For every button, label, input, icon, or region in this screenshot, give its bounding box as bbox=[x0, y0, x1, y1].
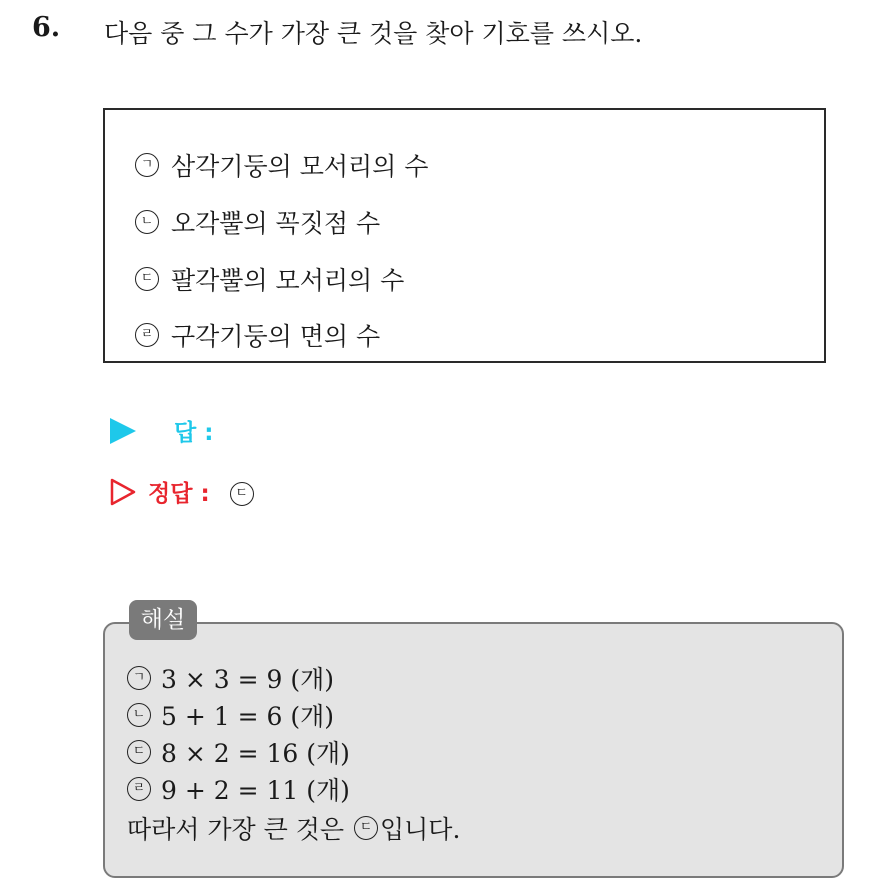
solution-line-2 bbox=[127, 697, 334, 733]
correct-answer-symbol: ㄷ bbox=[230, 482, 254, 506]
solution-line-4-symbol: ㄹ bbox=[127, 777, 151, 801]
option-1-symbol: ㄱ bbox=[135, 153, 159, 177]
option-4 bbox=[135, 317, 380, 353]
solution-conclusion-before: 따라서 가장 큰 것은 bbox=[127, 815, 352, 844]
solution-tab: 해설 bbox=[129, 600, 197, 640]
options-box bbox=[103, 108, 826, 363]
solution-conclusion bbox=[127, 810, 460, 846]
option-1-text: 삼각기둥의 모서리의 수 bbox=[171, 152, 429, 181]
answer-marker-icon bbox=[110, 418, 136, 444]
question-text: 다음 중 그 수가 가장 큰 것을 찾아 기호를 쓰시오. bbox=[104, 19, 643, 48]
correct-answer-label: 정답 : bbox=[148, 481, 210, 507]
solution-conclusion-after: 입니다. bbox=[380, 815, 461, 844]
option-1 bbox=[135, 147, 428, 183]
correct-marker-icon bbox=[110, 478, 136, 506]
option-3-text: 팔각뿔의 모서리의 수 bbox=[171, 266, 405, 295]
solution-line-4 bbox=[127, 771, 350, 807]
option-2-symbol: ㄴ bbox=[135, 210, 159, 234]
option-3-symbol: ㄷ bbox=[135, 267, 159, 291]
solution-line-2-text: 5 + 1 = 6 (개) bbox=[161, 702, 335, 731]
correct-answer-row bbox=[110, 475, 254, 508]
option-2 bbox=[135, 204, 380, 240]
answer-row bbox=[110, 414, 213, 447]
solution-conclusion-symbol: ㄷ bbox=[354, 816, 378, 840]
solution-line-3-symbol: ㄷ bbox=[127, 740, 151, 764]
solution-line-1-text: 3 × 3 = 9 (개) bbox=[161, 665, 335, 694]
solution-line-3 bbox=[127, 734, 350, 770]
option-4-text: 구각기둥의 면의 수 bbox=[171, 322, 381, 351]
option-3 bbox=[135, 261, 404, 297]
option-4-symbol: ㄹ bbox=[135, 323, 159, 347]
solution-line-4-text: 9 + 2 = 11 (개) bbox=[161, 776, 350, 805]
solution-line-3-text: 8 × 2 = 16 (개) bbox=[161, 739, 350, 768]
option-2-text: 오각뿔의 꼭짓점 수 bbox=[171, 209, 381, 238]
solution-line-1 bbox=[127, 660, 334, 696]
solution-line-2-symbol: ㄴ bbox=[127, 703, 151, 727]
question-number: 6. bbox=[32, 12, 61, 43]
correct-answer-value bbox=[230, 477, 254, 506]
answer-label: 답 : bbox=[174, 420, 214, 446]
solution-line-1-symbol: ㄱ bbox=[127, 666, 151, 690]
solution-box bbox=[103, 622, 844, 878]
